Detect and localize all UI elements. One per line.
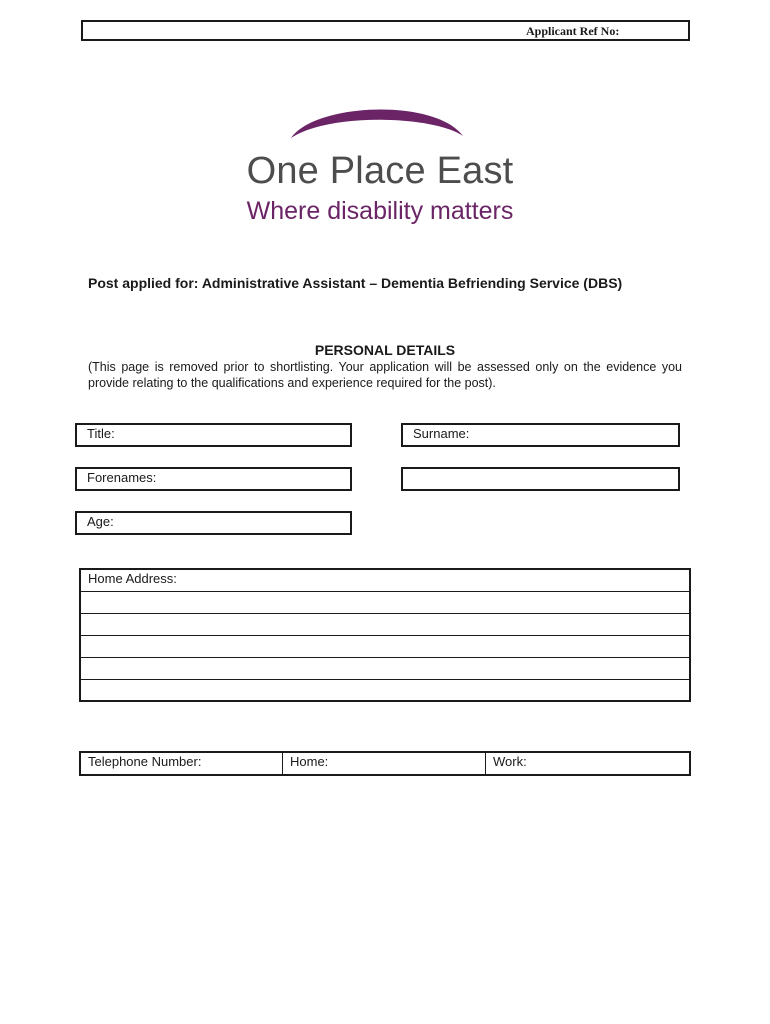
- unlabeled-field[interactable]: [401, 467, 680, 491]
- applicant-ref-box[interactable]: [81, 20, 690, 41]
- address-label-row[interactable]: [81, 570, 689, 592]
- address-line[interactable]: [81, 614, 689, 636]
- applicant-ref-label: Applicant Ref No:: [526, 24, 620, 38]
- address-line[interactable]: [81, 680, 689, 702]
- title-field[interactable]: [75, 423, 352, 447]
- home-address-label: Home Address:: [88, 571, 177, 586]
- logo-tagline: Where disability matters: [246, 197, 514, 225]
- address-line[interactable]: [81, 592, 689, 614]
- address-line[interactable]: [81, 636, 689, 658]
- surname-label: Surname:: [413, 426, 470, 441]
- address-line[interactable]: [81, 658, 689, 680]
- personal-details-note: (This page is removed prior to shortlisting. Your application will be assessed only on the evidence you provide relating to the qualifications and experience required for the post).: [88, 360, 682, 390]
- telephone-work-field[interactable]: Work:: [493, 754, 527, 769]
- telephone-home-field[interactable]: Home:: [283, 753, 486, 774]
- surname-field[interactable]: [401, 423, 680, 447]
- personal-details-heading: PERSONAL DETAILS: [314, 342, 456, 358]
- age-field[interactable]: [75, 511, 352, 535]
- forenames-field[interactable]: [75, 467, 352, 491]
- logo-arc-icon: [285, 98, 470, 142]
- age-label: Age:: [87, 514, 114, 529]
- title-label: Title:: [87, 426, 115, 441]
- telephone-table: [79, 751, 691, 776]
- telephone-label: Telephone Number:: [81, 753, 283, 774]
- logo-name: One Place East: [246, 150, 514, 192]
- home-address-table: [79, 568, 691, 702]
- forenames-label: Forenames:: [87, 470, 157, 485]
- post-applied-for: Post applied for: Administrative Assistant – Dementia Befriending Service (DBS): [88, 275, 623, 291]
